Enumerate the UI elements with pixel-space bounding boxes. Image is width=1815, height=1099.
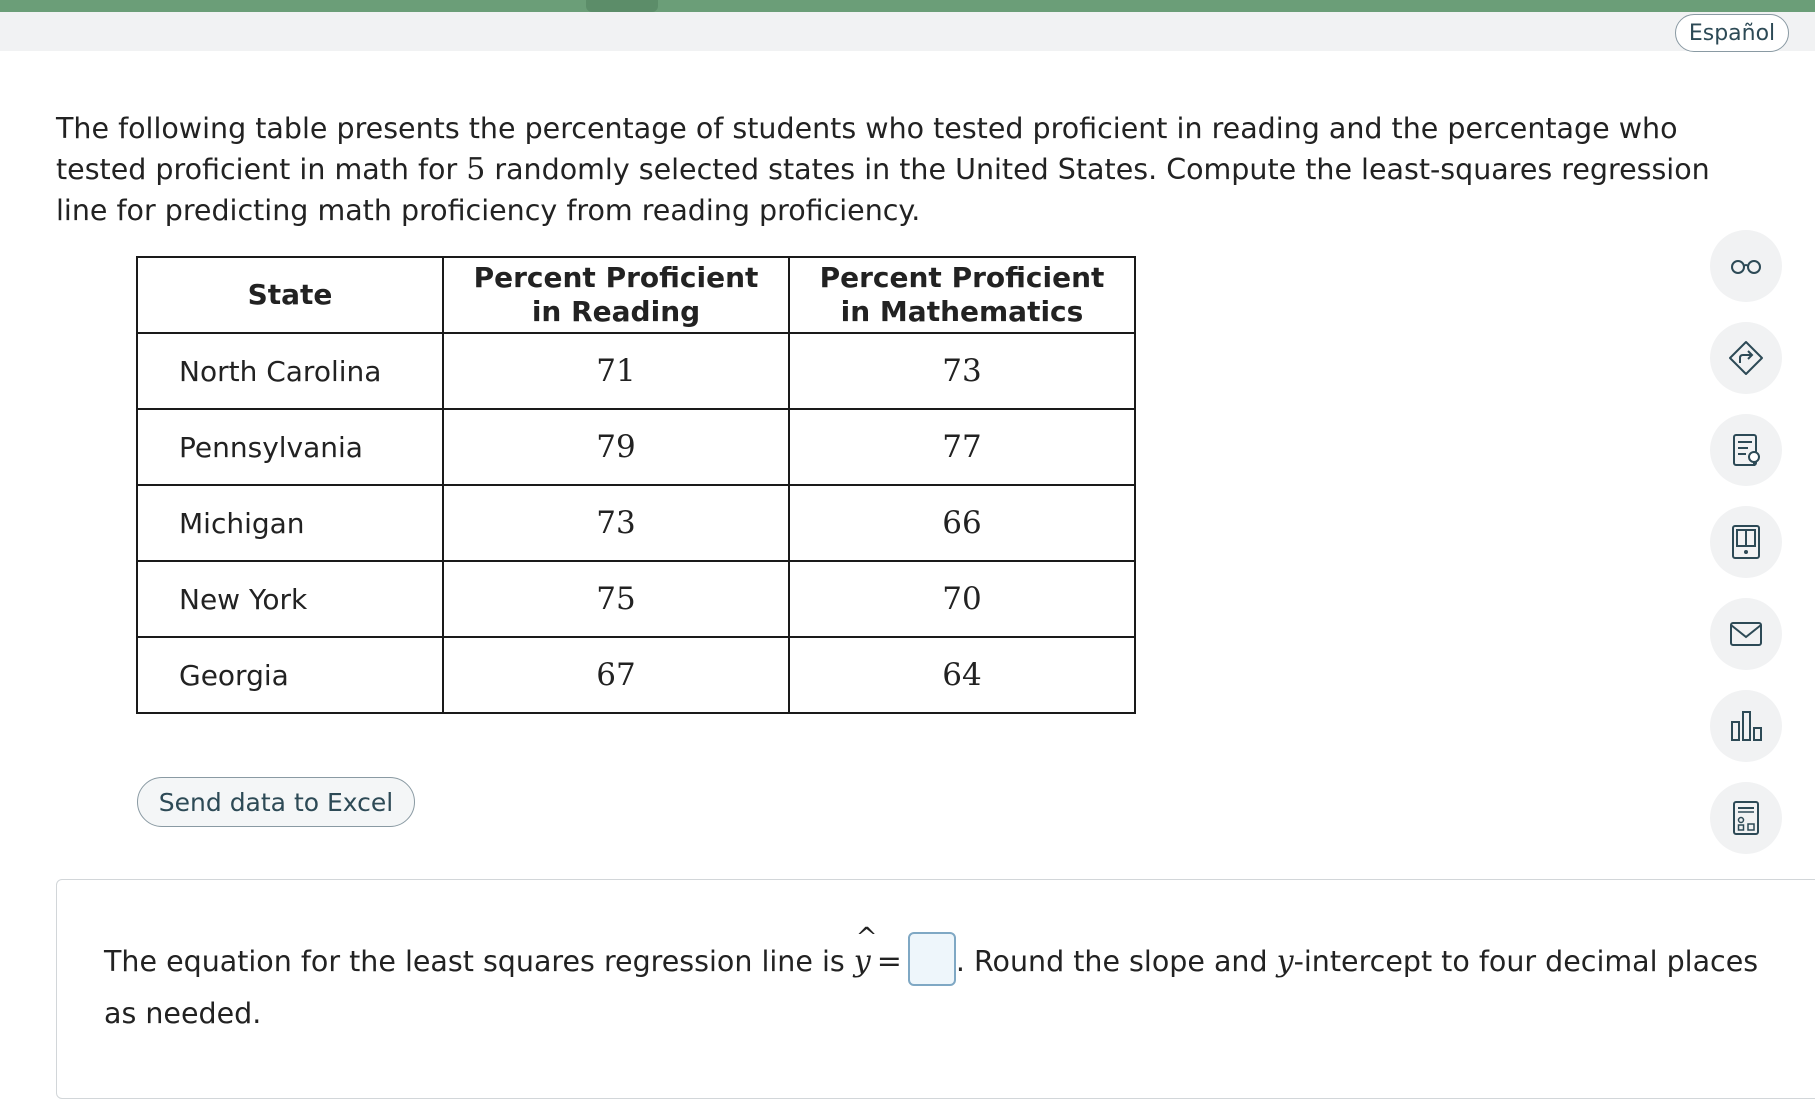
calculator-icon: [1726, 798, 1766, 838]
header-band: [0, 12, 1815, 51]
cell-state: New York: [137, 561, 443, 637]
header-math: Percent Proficient in Mathematics: [789, 257, 1135, 333]
table-row: [137, 333, 1135, 409]
book-button[interactable]: [1710, 506, 1782, 578]
cell-math: 70: [789, 561, 1135, 637]
data-table: [136, 256, 1136, 714]
cell-reading: 75: [443, 561, 789, 637]
prompt-text-part2: randomly selected states in the United States. Compute the least-squares regression line for predicting math proficiency from reading proficiency.: [56, 153, 1710, 227]
notes-button[interactable]: [1710, 414, 1782, 486]
prompt-sample-count: 5: [466, 152, 486, 187]
glasses-button[interactable]: [1710, 230, 1782, 302]
question-prompt: [56, 108, 1756, 231]
cell-state: North Carolina: [137, 333, 443, 409]
table-row: [137, 561, 1135, 637]
send-to-excel-button[interactable]: Send data to Excel: [137, 777, 415, 827]
cell-math: 66: [789, 485, 1135, 561]
header-reading: Percent Proficient in Reading: [443, 257, 789, 333]
mail-icon: [1726, 614, 1766, 654]
equals-sign: =: [876, 944, 902, 979]
table-row: [137, 409, 1135, 485]
answer-instruction-line2: as needed.: [104, 997, 262, 1030]
bar-chart-button[interactable]: [1710, 690, 1782, 762]
answer-lead-text: The equation for the least squares regression line is: [104, 945, 854, 978]
glasses-icon: [1726, 246, 1766, 286]
language-toggle-button[interactable]: Español: [1675, 14, 1789, 52]
answer-instruction-tail: -intercept to four decimal places: [1293, 945, 1759, 978]
answer-statement: [104, 923, 1759, 986]
prompt-text-part1: The following table presents the percentage of students who tested proficient in reading and the percentage who tested proficient in math for: [56, 112, 1678, 186]
cell-state: Pennsylvania: [137, 409, 443, 485]
directions-icon: [1726, 338, 1766, 378]
cell-math: 73: [789, 333, 1135, 409]
cell-reading: 71: [443, 333, 789, 409]
y-hat-symbol: ^ y: [853, 923, 878, 979]
top-accent-bar: [0, 0, 1815, 12]
table-header-row: [137, 257, 1135, 333]
top-tab-notch: [586, 0, 658, 12]
book-icon: [1726, 522, 1766, 562]
cell-reading: 67: [443, 637, 789, 713]
table-row: [137, 637, 1135, 713]
cell-state: Georgia: [137, 637, 443, 713]
answer-instruction-text: . Round the slope and: [955, 945, 1277, 978]
bar-chart-icon: [1726, 706, 1766, 746]
regression-answer-input[interactable]: [908, 932, 956, 986]
header-state: State: [137, 257, 443, 333]
cell-reading: 79: [443, 409, 789, 485]
directions-button[interactable]: [1710, 322, 1782, 394]
notes-icon: [1726, 430, 1766, 470]
cell-math: 77: [789, 409, 1135, 485]
calculator-button[interactable]: [1710, 782, 1782, 854]
cell-state: Michigan: [137, 485, 443, 561]
cell-math: 64: [789, 637, 1135, 713]
table-row: [137, 485, 1135, 561]
answer-panel: [56, 879, 1815, 1099]
mail-button[interactable]: [1710, 598, 1782, 670]
cell-reading: 73: [443, 485, 789, 561]
y-symbol: y: [1276, 944, 1294, 979]
